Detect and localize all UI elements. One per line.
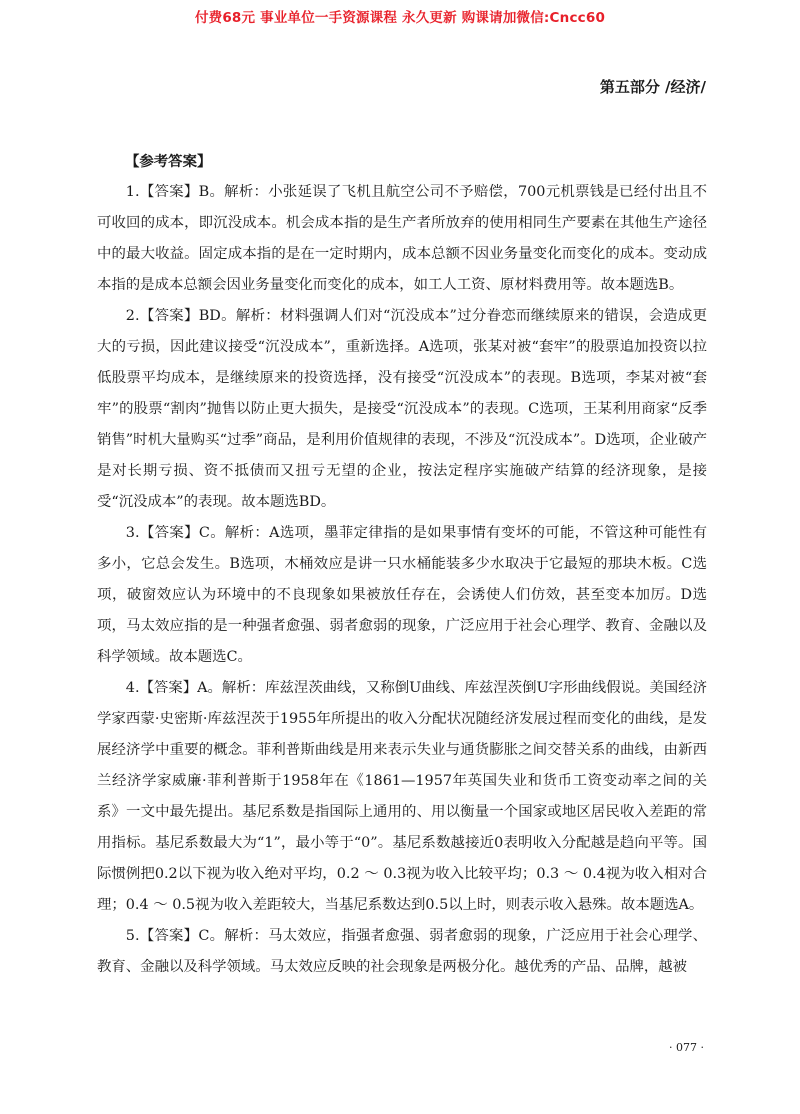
answer-content: [97, 146, 707, 983]
watermark-banner: 付费68元 事业单位一手资源课程 永久更新 购课请加微信:Cncc60: [194, 10, 606, 26]
answer-paragraph-4: 4.【答案】A。解析：库兹涅茨曲线，又称倒U曲线、库兹涅茨倒U字形曲线假说。美国经济学家西蒙·史密斯·库兹涅茨于1955年所提出的收入分配状况随经济发展过程而变化的曲线，是发展经济学中重要的概念。菲利普斯曲线是用来表示失业与通货膨胀之间交替关系的曲线，由新西兰经济学家威廉·菲利普斯于1958年在《1861—1957年英国失业和货币工资变动率之间的关系》一文中最先提出。基尼系数是指国际上通用的、用以衡量一个国家或地区居民收入差距的常用指标。基尼系数最大为“1”，最小等于“0”。基尼系数越接近0表明收入分配越是趋向平等。国际惯例把0.2以下视为收入绝对平均，0.2 ～ 0.3视为收入比较平均；0.3 ～ 0.4视为收入相对合理；0.4 ～ 0.5视为收入差距较大，当基尼系数达到0.5以上时，则表示收入悬殊。故本题选A。: [97, 680, 707, 913]
answer-paragraph-5: 5.【答案】C。解析：马太效应，指强者愈强、弱者愈弱的现象，广泛应用于社会心理学、教育、金融以及科学领域。马太效应反映的社会现象是两极分化。越优秀的产品、品牌，越被: [97, 928, 707, 975]
answer-heading: 【参考答案】: [125, 153, 212, 170]
section-header: 第五部分 /经济/: [599, 78, 706, 96]
page-number: · 077 ·: [669, 1041, 704, 1054]
answer-paragraph-2: 2.【答案】BD。解析：材料强调人们对“沉没成本”过分眷恋而继续原来的错误，会造成更大的亏损，因此建议接受“沉没成本”，重新选择。A选项，张某对被“套牢”的股票追加投资以拉低股票平均成本，是继续原来的投资选择，没有接受“沉没成本”的表现。B选项，李某对被“套牢”的股票“割肉”抛售以防止更大损失，是接受“沉没成本”的表现。C选项，王某利用商家“反季销售”时机大量购买“过季”商品，是利用价值规律的表现，不涉及“沉没成本”。D选项，企业破产是对长期亏损、资不抵债而又扭亏无望的企业，按法定程序实施破产结算的经济现象，是接受“沉没成本”的表现。故本题选BD。: [97, 308, 707, 510]
answer-paragraph-3: 3.【答案】C。解析：A选项，墨菲定律指的是如果事情有变坏的可能，不管这种可能性有多小，它总会发生。B选项，木桶效应是讲一只水桶能装多少水取决于它最短的那块木板。C选项，破窗效应认为环境中的不良现象如果被放任存在，会诱使人们仿效，甚至变本加厉。D选项，马太效应指的是一种强者愈强、弱者愈弱的现象，广泛应用于社会心理学、教育、金融以及科学领域。故本题选C。: [97, 525, 707, 665]
answer-paragraph-1: 1.【答案】B。解析：小张延误了飞机且航空公司不予赔偿，700元机票钱是已经付出且不可收回的成本，即沉没成本。机会成本指的是生产者所放弃的使用相同生产要素在其他生产途径中的最大收益。固定成本指的是在一定时期内，成本总额不因业务量变化而变化的成本。变动成本指的是成本总额会因业务量变化而变化的成本，如工人工资、原材料费用等。故本题选B。: [97, 184, 707, 293]
